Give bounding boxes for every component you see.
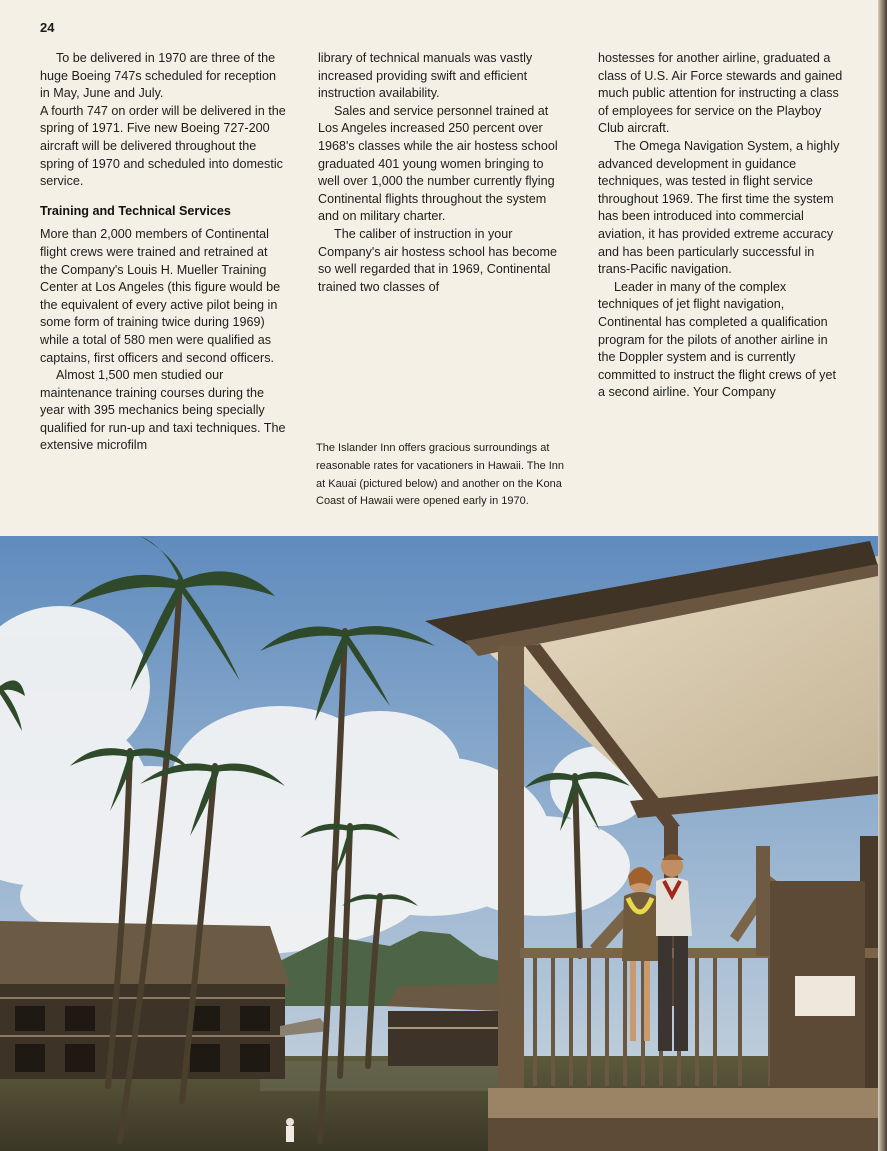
section-heading: Training and Technical Services — [40, 203, 231, 218]
resort-photo-illustration — [0, 536, 878, 1151]
text-column-2 — [318, 50, 564, 296]
courtyard-figure — [286, 1118, 294, 1142]
text-column-3 — [598, 50, 844, 402]
page-number: 24 — [40, 20, 55, 35]
paragraph: The Omega Navigation System, a highly advanced development in guidance techniques, was tested in flight service throughout 1969. The first time the system has been introduced into commercial aviation, it has provided extreme accuracy and has been particularly successful in trans-Pacific navigation. — [598, 138, 840, 277]
paragraph: Almost 1,500 men studied our maintenance training courses during the year with 395 mechanics being specially qualified for run-up and taxi techniques. The extensive microfilm — [40, 368, 286, 453]
paragraph: Sales and service personnel trained at Los Angeles increased 250 percent over 1968's classes while the air hostess school graduated 401 young women bringing to well over 1,000 the number currently flying Continental flights throughout the system and on military charter. — [318, 103, 558, 224]
text-column-1 — [40, 50, 286, 455]
paragraph: More than 2,000 members of Continental flight crews were trained and retrained at the Company's Louis H. Mueller Training Center at Los Angeles (this figure would be the equivalent of every active pilot being in some form of training twice during 1969) while a total of 580 men were qualified as captains, first officers and second officers. — [40, 227, 281, 365]
paragraph: The caliber of instruction in your Company's air hostess school has become so well regarded that in 1969, Continental trained two classes of — [318, 226, 558, 294]
resort-photo — [0, 536, 878, 1151]
photo-caption: The Islander Inn offers gracious surroundings at reasonable rates for vacationers in Hawaii. The Inn at Kauai (pictured below) and another on the Kona Coast of Hawaii were opened early in 1970. — [316, 442, 565, 508]
page-edge — [878, 0, 887, 1151]
paragraph: To be delivered in 1970 are three of the huge Boeing 747s scheduled for reception in May, June and July. — [40, 51, 276, 101]
paragraph: A fourth 747 on order will be delivered in the spring of 1971. Five new Boeing 727-200 aircraft will be delivered throughout the spring of 1970 and scheduled into domestic service. — [40, 103, 286, 189]
paragraph: library of technical manuals was vastly increased providing swift and efficient instruction availability. — [318, 51, 533, 101]
paragraph: Leader in many of the complex techniques of jet flight navigation, Continental has completed a qualification program for the pilots of another airline in the Doppler system and is currently committed to instruct the flight crews of yet a second airline. Your Company — [598, 279, 836, 400]
paragraph: hostesses for another airline, graduated a class of U.S. Air Force stewards and gained much public attention for instructing a class of employees for service on the Playboy Club aircraft. — [598, 51, 843, 136]
